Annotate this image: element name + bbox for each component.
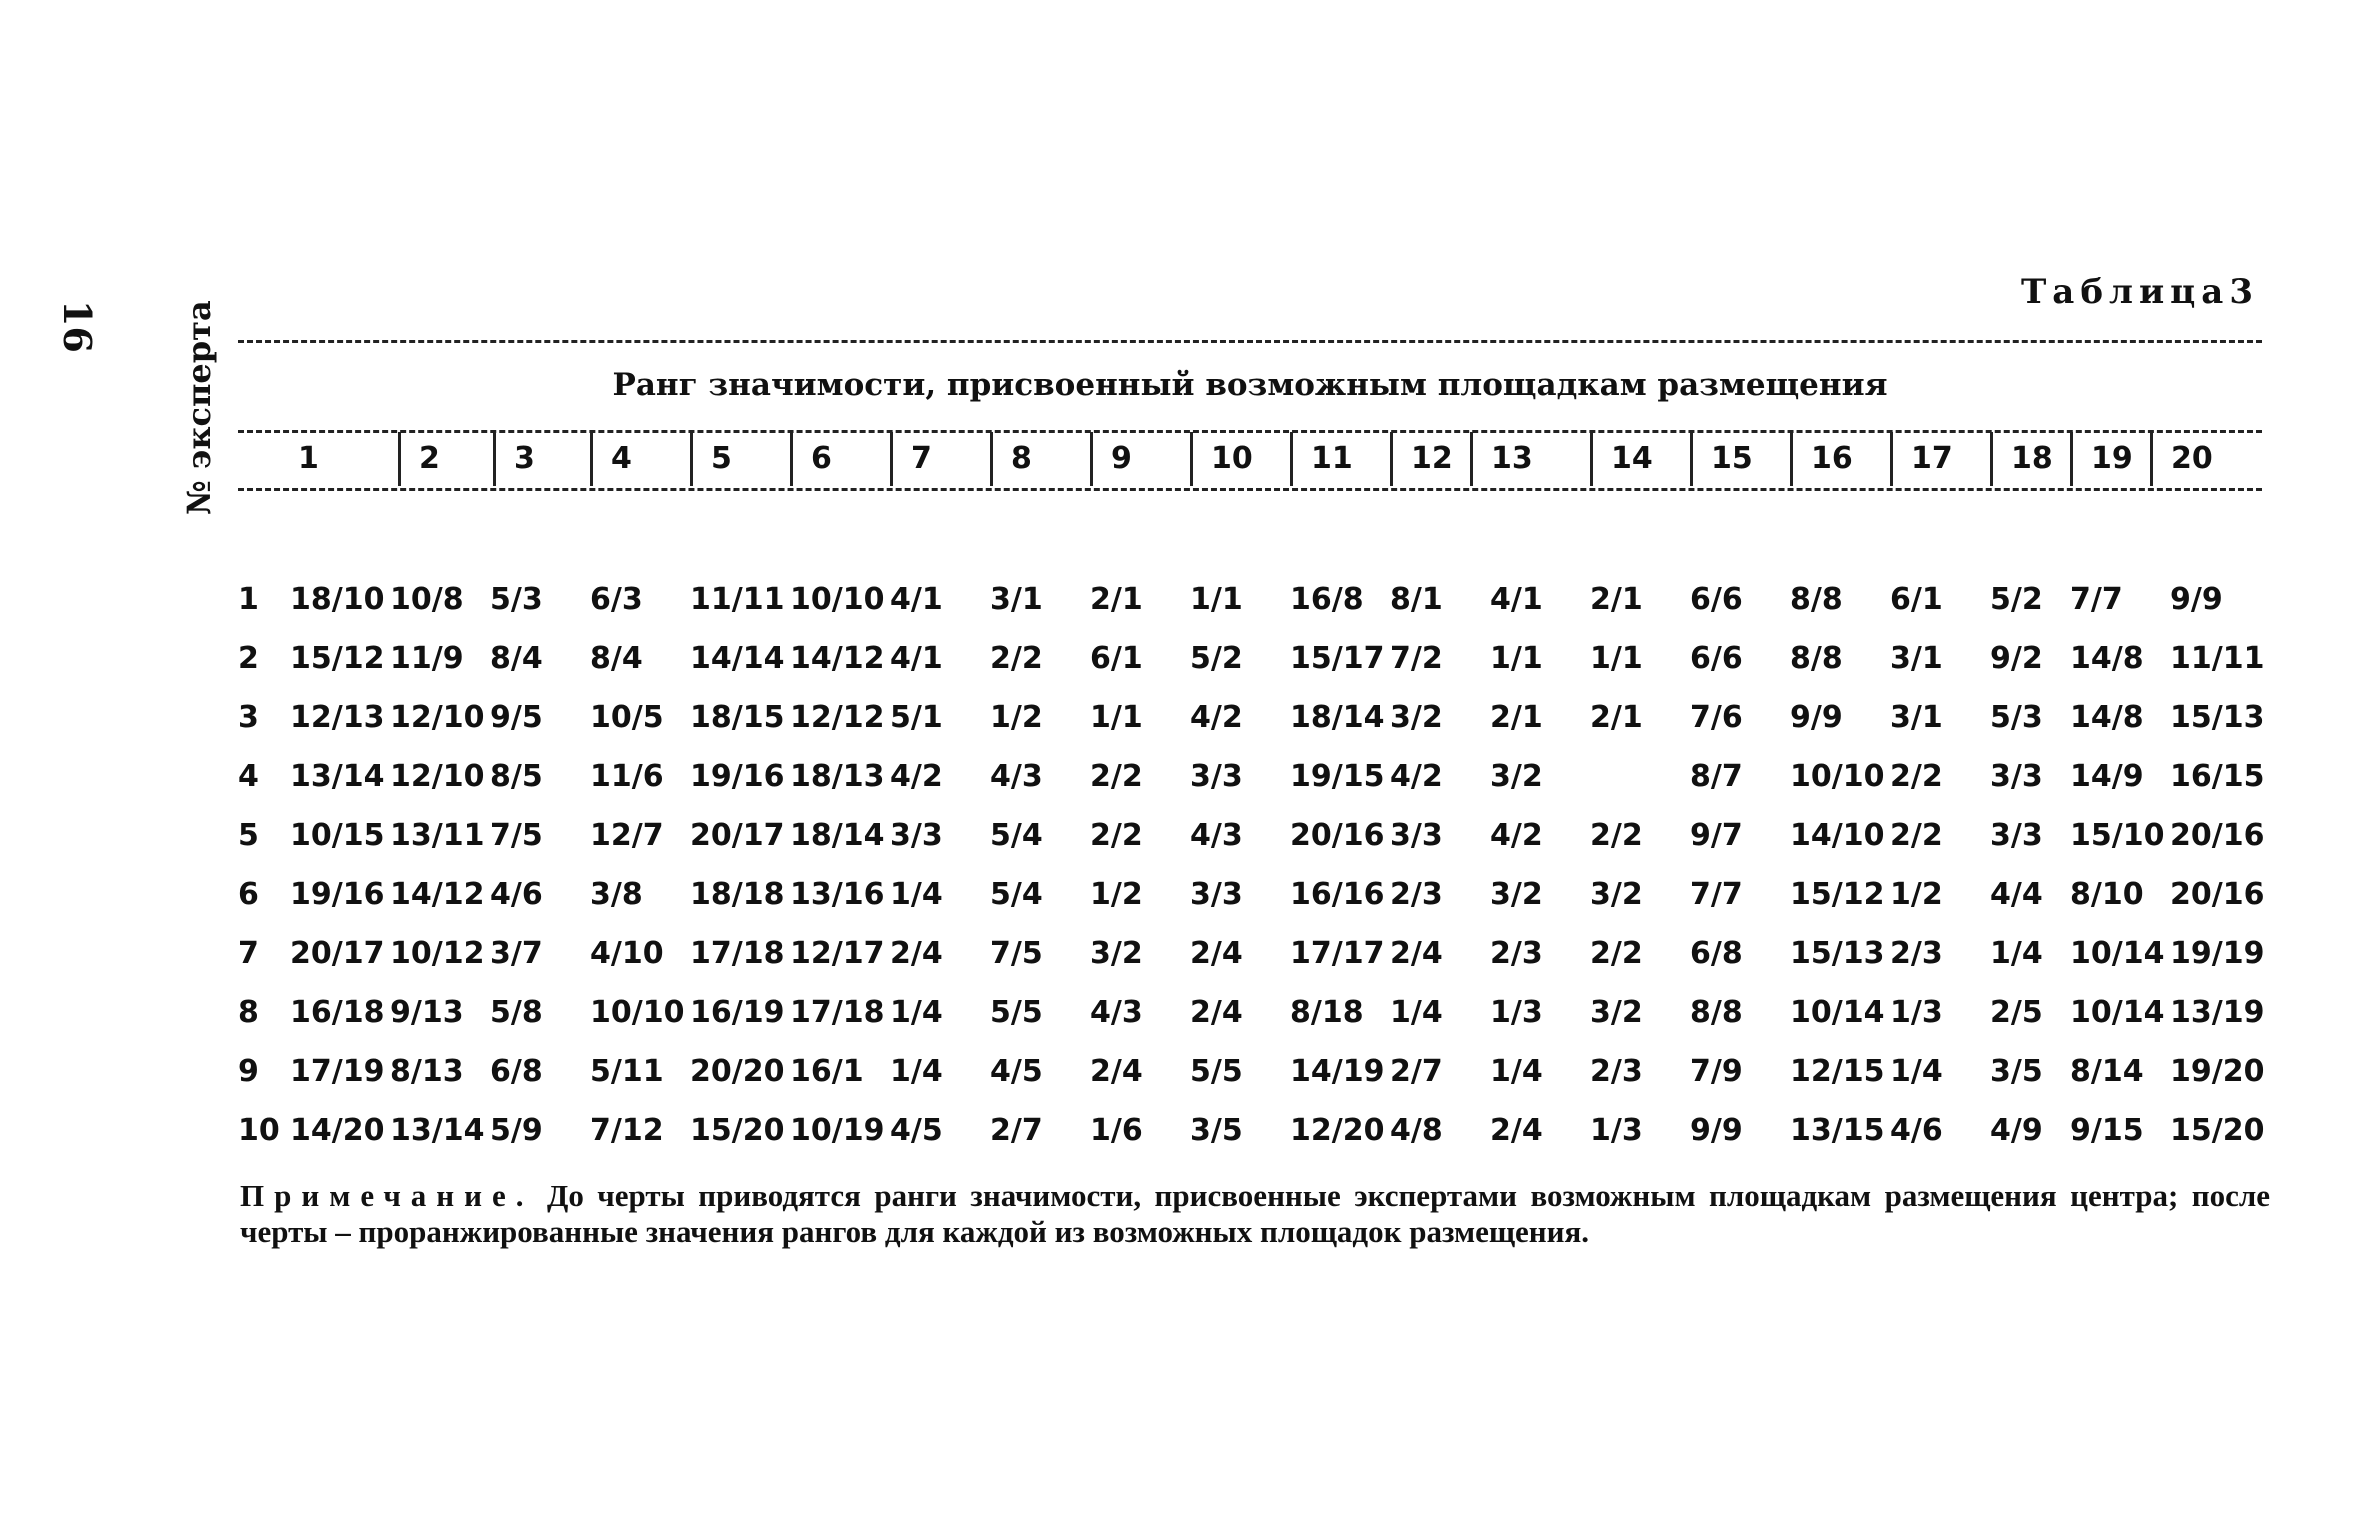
rank-cell: 18/15: [690, 700, 785, 735]
rank-cell: 18/13: [790, 759, 885, 794]
rank-cell: 18/18: [690, 877, 785, 912]
rank-cell: 7/7: [1690, 877, 1743, 912]
rank-cell: 9/13: [390, 995, 464, 1030]
rank-cell: 6/6: [1690, 641, 1743, 676]
expert-number: 3: [238, 700, 259, 735]
rank-cell: 7/12: [590, 1113, 664, 1148]
expert-number: 4: [238, 759, 259, 794]
rank-cell: 5/4: [990, 818, 1043, 853]
rank-cell: 1/4: [1390, 995, 1443, 1030]
rank-cell: 5/8: [490, 995, 543, 1030]
rank-cell: 3/8: [590, 877, 643, 912]
rank-cell: 13/14: [390, 1113, 485, 1148]
rank-cell: 11/11: [690, 582, 785, 617]
header-caption: Ранг значимости, присвоенный возможным площадкам размещения: [612, 367, 1888, 403]
rank-cell: 4/2: [1390, 759, 1443, 794]
rank-cell: 1/3: [1890, 995, 1943, 1030]
rank-cell: 4/6: [490, 877, 543, 912]
table-row: [238, 751, 2268, 803]
rank-cell: 5/5: [1190, 1054, 1243, 1089]
expert-number-header: № эксперта: [180, 300, 218, 515]
rank-cell: 4/10: [590, 936, 664, 971]
rank-cell: 14/8: [2070, 641, 2144, 676]
rank-cell: 5/2: [1990, 582, 2043, 617]
rank-cell: 19/16: [690, 759, 785, 794]
rank-cell: 4/3: [1090, 995, 1143, 1030]
table-row: [238, 869, 2268, 921]
rank-cell: 16/1: [790, 1054, 864, 1089]
rank-cell: 3/2: [1090, 936, 1143, 971]
rank-cell: 12/12: [790, 700, 885, 735]
rank-cell: 20/17: [690, 818, 785, 853]
rank-cell: 4/2: [1190, 700, 1243, 735]
rank-cell: 3/2: [1590, 995, 1643, 1030]
table-note: [240, 1178, 2270, 1250]
rank-cell: 3/3: [890, 818, 943, 853]
rank-cell: 14/19: [1290, 1054, 1385, 1089]
rank-cell: 2/7: [1390, 1054, 1443, 1089]
rank-cell: 16/15: [2170, 759, 2265, 794]
rank-cell: 4/3: [990, 759, 1043, 794]
rank-cell: 1/4: [1890, 1054, 1943, 1089]
column-header-7: 7: [890, 432, 1001, 486]
rank-cell: 2/1: [1590, 582, 1643, 617]
rank-cell: 11/6: [590, 759, 664, 794]
rank-cell: 20/16: [2170, 877, 2265, 912]
column-header-12: 12: [1390, 432, 1481, 486]
rank-cell: 4/4: [1990, 877, 2043, 912]
rank-cell: 5/11: [590, 1054, 664, 1089]
rank-cell: 10/8: [390, 582, 464, 617]
column-header-row: [238, 432, 2262, 486]
table-row: [238, 574, 2268, 626]
rank-cell: 13/14: [290, 759, 385, 794]
rank-cell: 19/20: [2170, 1054, 2265, 1089]
rank-cell: 15/17: [1290, 641, 1385, 676]
rank-cell: 12/13: [290, 700, 385, 735]
rank-cell: 8/7: [1690, 759, 1743, 794]
rank-cell: 14/12: [790, 641, 885, 676]
rank-cell: 1/4: [890, 1054, 943, 1089]
rank-cell: 15/13: [2170, 700, 2265, 735]
rank-cell: 9/7: [1690, 818, 1743, 853]
rank-cell: 16/8: [1290, 582, 1364, 617]
expert-number: 8: [238, 995, 259, 1030]
rank-cell: 9/2: [1990, 641, 2043, 676]
rank-cell: 2/3: [1590, 1054, 1643, 1089]
rank-cell: 5/1: [890, 700, 943, 735]
note-label: Примечание.: [240, 1178, 534, 1213]
rank-cell: 2/5: [1990, 995, 2043, 1030]
rank-cell: 14/10: [1790, 818, 1885, 853]
rank-cell: 10/5: [590, 700, 664, 735]
rank-cell: 9/9: [1690, 1113, 1743, 1148]
rank-cell: 16/16: [1290, 877, 1385, 912]
table-row: [238, 987, 2268, 1039]
rank-cell: 2/4: [1090, 1054, 1143, 1089]
rank-cell: 15/12: [290, 641, 385, 676]
rank-cell: 1/2: [1890, 877, 1943, 912]
rank-cell: 6/6: [1690, 582, 1743, 617]
rank-cell: 18/10: [290, 582, 385, 617]
expert-number: 9: [238, 1054, 259, 1089]
rank-cell: 2/3: [1390, 877, 1443, 912]
rank-cell: 3/3: [1190, 877, 1243, 912]
expert-number: 7: [238, 936, 259, 971]
rank-cell: 10/14: [2070, 995, 2165, 1030]
rank-cell: 8/4: [590, 641, 643, 676]
rank-cell: 1/4: [1490, 1054, 1543, 1089]
rank-cell: 2/4: [1190, 936, 1243, 971]
rank-cell: 1/2: [1090, 877, 1143, 912]
column-header-9: 9: [1090, 432, 1201, 486]
rank-cell: 7/5: [490, 818, 543, 853]
rank-cell: 14/9: [2070, 759, 2144, 794]
rank-cell: 1/6: [1090, 1113, 1143, 1148]
table-row: [238, 1105, 2268, 1157]
rank-cell: 11/11: [2170, 641, 2265, 676]
rank-cell: 9/9: [2170, 582, 2223, 617]
table-title: Таблица3: [2020, 272, 2259, 312]
column-header-4: 4: [590, 432, 701, 486]
rank-cell: 7/9: [1690, 1054, 1743, 1089]
rank-cell: 8/18: [1290, 995, 1364, 1030]
rank-cell: 1/1: [1190, 582, 1243, 617]
rank-cell: 6/3: [590, 582, 643, 617]
rank-cell: 15/20: [2170, 1113, 2265, 1148]
rank-cell: 8/4: [490, 641, 543, 676]
rank-cell: 17/19: [290, 1054, 385, 1089]
rank-cell: 2/3: [1490, 936, 1543, 971]
rank-cell: 8/10: [2070, 877, 2144, 912]
expert-number: 5: [238, 818, 259, 853]
table-row: [238, 1046, 2268, 1098]
rank-cell: 15/20: [690, 1113, 785, 1148]
rank-cell: 10/14: [2070, 936, 2165, 971]
column-header-15: 15: [1690, 432, 1801, 486]
column-header-8: 8: [990, 432, 1101, 486]
rank-cell: 8/14: [2070, 1054, 2144, 1089]
column-header-19: 19: [2070, 432, 2161, 486]
rank-cell: 13/19: [2170, 995, 2265, 1030]
table-row: [238, 810, 2268, 862]
rank-cell: 1/4: [1990, 936, 2043, 971]
rank-cell: 8/13: [390, 1054, 464, 1089]
rank-cell: 5/9: [490, 1113, 543, 1148]
rank-cell: 19/19: [2170, 936, 2265, 971]
rank-cell: 2/1: [1590, 700, 1643, 735]
rank-cell: 3/2: [1490, 759, 1543, 794]
rank-cell: 4/1: [1490, 582, 1543, 617]
rank-cell: 5/3: [1990, 700, 2043, 735]
rank-cell: 3/3: [1390, 818, 1443, 853]
rank-cell: 9/15: [2070, 1113, 2144, 1148]
rank-cell: 2/2: [1890, 759, 1943, 794]
rank-cell: 8/8: [1790, 641, 1843, 676]
rank-cell: 2/1: [1090, 582, 1143, 617]
rank-cell: 2/3: [1890, 936, 1943, 971]
rank-cell: 1/3: [1590, 1113, 1643, 1148]
expert-number: 6: [238, 877, 259, 912]
rank-cell: 3/2: [1590, 877, 1643, 912]
rank-cell: 7/5: [990, 936, 1043, 971]
rank-cell: 1/4: [890, 995, 943, 1030]
expert-number: 2: [238, 641, 259, 676]
rank-cell: 1/1: [1090, 700, 1143, 735]
rank-cell: 11/9: [390, 641, 464, 676]
column-header-20: 20: [2150, 432, 2271, 486]
rank-cell: 2/2: [1890, 818, 1943, 853]
rank-cell: 7/7: [2070, 582, 2123, 617]
rank-cell: 18/14: [1290, 700, 1385, 735]
rank-cell: 3/5: [1990, 1054, 2043, 1089]
rank-cell: 13/15: [1790, 1113, 1885, 1148]
rank-cell: 3/2: [1390, 700, 1443, 735]
rank-cell: 2/7: [990, 1113, 1043, 1148]
rank-cell: 2/2: [1090, 759, 1143, 794]
rank-cell: 8/5: [490, 759, 543, 794]
column-header-3: 3: [493, 432, 604, 486]
rank-cell: 4/2: [1490, 818, 1543, 853]
expert-number: 10: [238, 1113, 280, 1148]
rank-cell: 3/3: [1190, 759, 1243, 794]
rank-cell: 6/1: [1890, 582, 1943, 617]
rank-cell: 10/10: [790, 582, 885, 617]
rank-cell: 19/15: [1290, 759, 1385, 794]
rank-cell: 2/2: [1590, 936, 1643, 971]
rank-cell: 2/2: [1090, 818, 1143, 853]
rank-cell: 4/6: [1890, 1113, 1943, 1148]
rank-cell: 18/14: [790, 818, 885, 853]
rank-cell: 5/2: [1190, 641, 1243, 676]
rank-cell: 2/2: [1590, 818, 1643, 853]
rank-cell: 1/4: [890, 877, 943, 912]
rank-cell: 15/13: [1790, 936, 1885, 971]
rank-cell: 14/14: [690, 641, 785, 676]
rank-cell: 20/20: [690, 1054, 785, 1089]
rank-cell: 12/10: [390, 759, 485, 794]
rank-cell: 20/16: [2170, 818, 2265, 853]
column-header-10: 10: [1190, 432, 1301, 486]
rank-cell: 17/17: [1290, 936, 1385, 971]
rank-cell: 6/1: [1090, 641, 1143, 676]
rank-cell: 8/8: [1690, 995, 1743, 1030]
table-top-rule: [238, 340, 2262, 343]
rank-cell: 4/5: [990, 1054, 1043, 1089]
rank-cell: 10/10: [590, 995, 685, 1030]
rank-cell: 20/16: [1290, 818, 1385, 853]
rank-cell: 5/5: [990, 995, 1043, 1030]
rank-cell: 5/4: [990, 877, 1043, 912]
rank-cell: 8/8: [1790, 582, 1843, 617]
rank-cell: 3/1: [1890, 641, 1943, 676]
rank-cell: 3/3: [1990, 818, 2043, 853]
rank-cell: 12/15: [1790, 1054, 1885, 1089]
rank-cell: 17/18: [790, 995, 885, 1030]
note-text: До черты приводятся ранги значимости, присвоенные экспертами возможным площадкам размещения центра; после черты – проранжированные значения рангов для каждой из возможных площадок размещения.: [240, 1178, 2270, 1249]
rank-cell: 3/2: [1490, 877, 1543, 912]
rank-cell: 6/8: [1690, 936, 1743, 971]
rank-cell: 17/18: [690, 936, 785, 971]
rank-cell: 13/11: [390, 818, 485, 853]
rank-cell: 9/5: [490, 700, 543, 735]
rank-cell: 2/4: [1190, 995, 1243, 1030]
rank-cell: 4/1: [890, 582, 943, 617]
rank-cell: 3/5: [1190, 1113, 1243, 1148]
rank-cell: 7/2: [1390, 641, 1443, 676]
column-header-17: 17: [1890, 432, 2001, 486]
rank-cell: 19/16: [290, 877, 385, 912]
rank-cell: 8/1: [1390, 582, 1443, 617]
rank-cell: 2/1: [1490, 700, 1543, 735]
rank-cell: 10/15: [290, 818, 385, 853]
column-header-bottom-rule: [238, 488, 2262, 491]
rank-cell: 6/8: [490, 1054, 543, 1089]
rank-cell: 12/17: [790, 936, 885, 971]
column-header-1: 1: [298, 441, 319, 476]
rank-cell: 3/1: [1890, 700, 1943, 735]
rank-cell: 4/3: [1190, 818, 1243, 853]
column-header-5: 5: [690, 432, 801, 486]
rank-cell: 13/16: [790, 877, 885, 912]
rank-cell: 3/7: [490, 936, 543, 971]
table-row: [238, 692, 2268, 744]
rank-cell: 10/14: [1790, 995, 1885, 1030]
rank-cell: 15/12: [1790, 877, 1885, 912]
rank-cell: 10/12: [390, 936, 485, 971]
rank-cell: 12/7: [590, 818, 664, 853]
rank-cell: 2/4: [1390, 936, 1443, 971]
rank-cell: 4/9: [1990, 1113, 2043, 1148]
rank-cell: 15/10: [2070, 818, 2165, 853]
rank-cell: 20/17: [290, 936, 385, 971]
rank-cell: 16/19: [690, 995, 785, 1030]
rank-cell: 12/20: [1290, 1113, 1385, 1148]
column-header-14: 14: [1590, 432, 1701, 486]
column-header-18: 18: [1990, 432, 2081, 486]
column-header-11: 11: [1290, 432, 1401, 486]
rank-cell: 3/3: [1990, 759, 2043, 794]
rank-cell: 14/20: [290, 1113, 385, 1148]
rank-cell: 3/1: [990, 582, 1043, 617]
column-header-2: 2: [398, 432, 509, 486]
rank-cell: 1/1: [1490, 641, 1543, 676]
rank-cell: 4/1: [890, 641, 943, 676]
rank-cell: 14/8: [2070, 700, 2144, 735]
column-header-13: 13: [1470, 432, 1601, 486]
page-number: 16: [55, 300, 100, 353]
rank-cell: 1/3: [1490, 995, 1543, 1030]
rank-cell: 1/1: [1590, 641, 1643, 676]
column-header-16: 16: [1790, 432, 1901, 486]
table-row: [238, 928, 2268, 980]
rank-cell: 2/4: [1490, 1113, 1543, 1148]
table-row: [238, 633, 2268, 685]
rank-cell: 10/10: [1790, 759, 1885, 794]
rank-cell: 5/3: [490, 582, 543, 617]
rank-cell: 10/19: [790, 1113, 885, 1148]
rank-cell: 16/18: [290, 995, 385, 1030]
rank-cell: 7/6: [1690, 700, 1743, 735]
rank-cell: 9/9: [1790, 700, 1843, 735]
column-header-6: 6: [790, 432, 901, 486]
rank-cell: 4/5: [890, 1113, 943, 1148]
expert-number: 1: [238, 582, 259, 617]
rank-cell: 14/12: [390, 877, 485, 912]
rank-cell: 1/2: [990, 700, 1043, 735]
rank-cell: 4/8: [1390, 1113, 1443, 1148]
rank-cell: 12/10: [390, 700, 485, 735]
rank-cell: 2/4: [890, 936, 943, 971]
rank-cell: 2/2: [990, 641, 1043, 676]
rank-cell: 4/2: [890, 759, 943, 794]
